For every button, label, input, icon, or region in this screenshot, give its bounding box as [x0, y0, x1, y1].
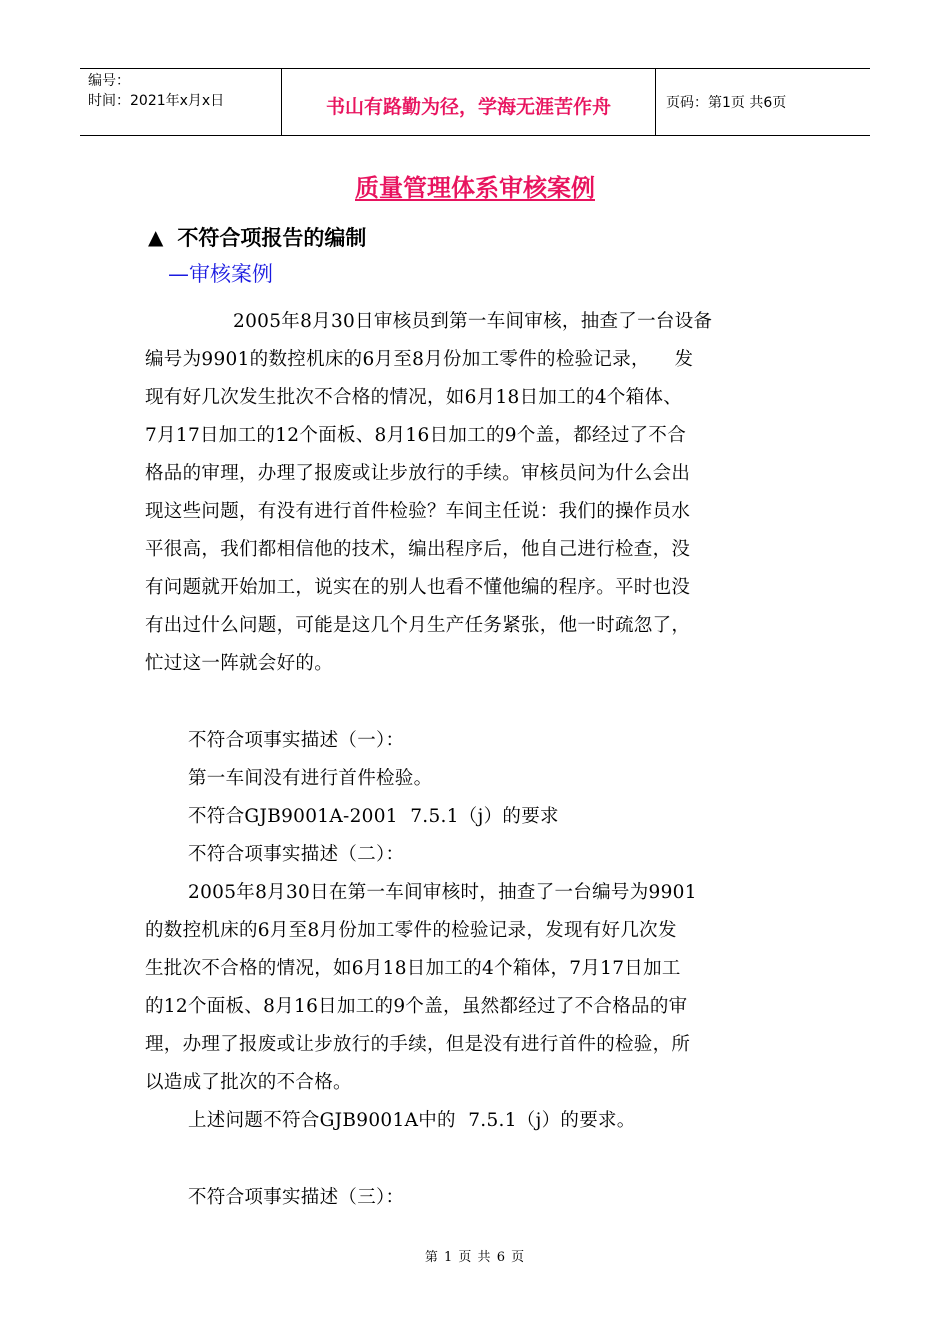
page-footer: 第 1 页 共 6 页: [424, 1250, 526, 1265]
document-title-text: 质量管理体系审核案例: [355, 174, 595, 202]
description-2-line: 理，办理了报废或让步放行的手续，但是没有进行首件的检验，所: [145, 1034, 691, 1055]
header-meta: [80, 69, 282, 135]
paragraph-line: 现这些问题，有没有进行首件检验？车间主任说：我们的操作员水: [145, 501, 691, 522]
paragraph-line: 编号为9901的数控机床的6月至8月份加工零件的检验记录， 发: [145, 349, 694, 370]
description-2-conclusion: 上述问题不符合GJB9001A中的 7.5.1（j）的要求。: [188, 1110, 636, 1131]
section-subheading: —审核案例: [168, 262, 273, 286]
header-table: [80, 68, 870, 136]
paragraph-line: 忙过这一阵就会好的。: [145, 653, 334, 674]
number-label: 编号：: [88, 73, 130, 89]
paragraph-line: 2005年8月30日审核员到第一车间审核，抽查了一台设备: [233, 311, 713, 332]
description-1-line: 第一车间没有进行首件检验。: [188, 768, 433, 789]
paragraph-line: 现有好几次发生批次不合格的情况，如6月18日加工的4个箱体、: [145, 387, 683, 408]
header-page-info: 页码：第1页 共6页: [666, 95, 787, 111]
description-2-line: 的数控机床的6月至8月份加工零件的检验记录，发现有好几次发: [145, 920, 677, 941]
triangle-bullet-icon: ▲: [148, 225, 164, 249]
document-title: [0, 168, 950, 203]
header-motto: 书山有路勤为径，学海无涯苦作舟: [282, 69, 656, 135]
description-title-3: 不符合项事实描述（三）：: [188, 1187, 405, 1208]
paragraph-line: 有出过什么问题，可能是这几个月生产任务紧张，他一时疏忽了，: [145, 615, 691, 636]
description-2-line: 以造成了批次的不合格。: [145, 1072, 352, 1093]
paragraph-line: 有问题就开始加工，说实在的别人也看不懂他编的程序。平时也没: [145, 577, 691, 598]
description-1-line: 不符合GJB9001A-2001 7.5.1（j）的要求: [188, 806, 559, 827]
description-2-line: 2005年8月30日在第一车间审核时，抽查了一台编号为9901: [188, 882, 697, 903]
description-2-line: 的12个面板、8月16日加工的9个盖，虽然都经过了不合格品的审: [145, 996, 688, 1017]
paragraph-line: 7月17日加工的12个面板、8月16日加工的9个盖，都经过了不合: [145, 425, 687, 446]
paragraph-line: 平很高，我们都相信他的技术，编出程序后，他自己进行检查，没: [145, 539, 691, 560]
paragraph-line: 格品的审理，办理了报废或让步放行的手续。审核员问为什么会出: [145, 463, 691, 484]
description-title-2: 不符合项事实描述（二）：: [188, 844, 405, 865]
section-heading: [148, 222, 366, 252]
description-title-1: 不符合项事实描述（一）：: [188, 730, 405, 751]
description-2-line: 生批次不合格的情况，如6月18日加工的4个箱体，7月17日加工: [145, 958, 681, 979]
section-heading-text: 不符合项报告的编制: [177, 226, 367, 250]
time-label: 时间：2021年x月x日: [88, 93, 225, 109]
